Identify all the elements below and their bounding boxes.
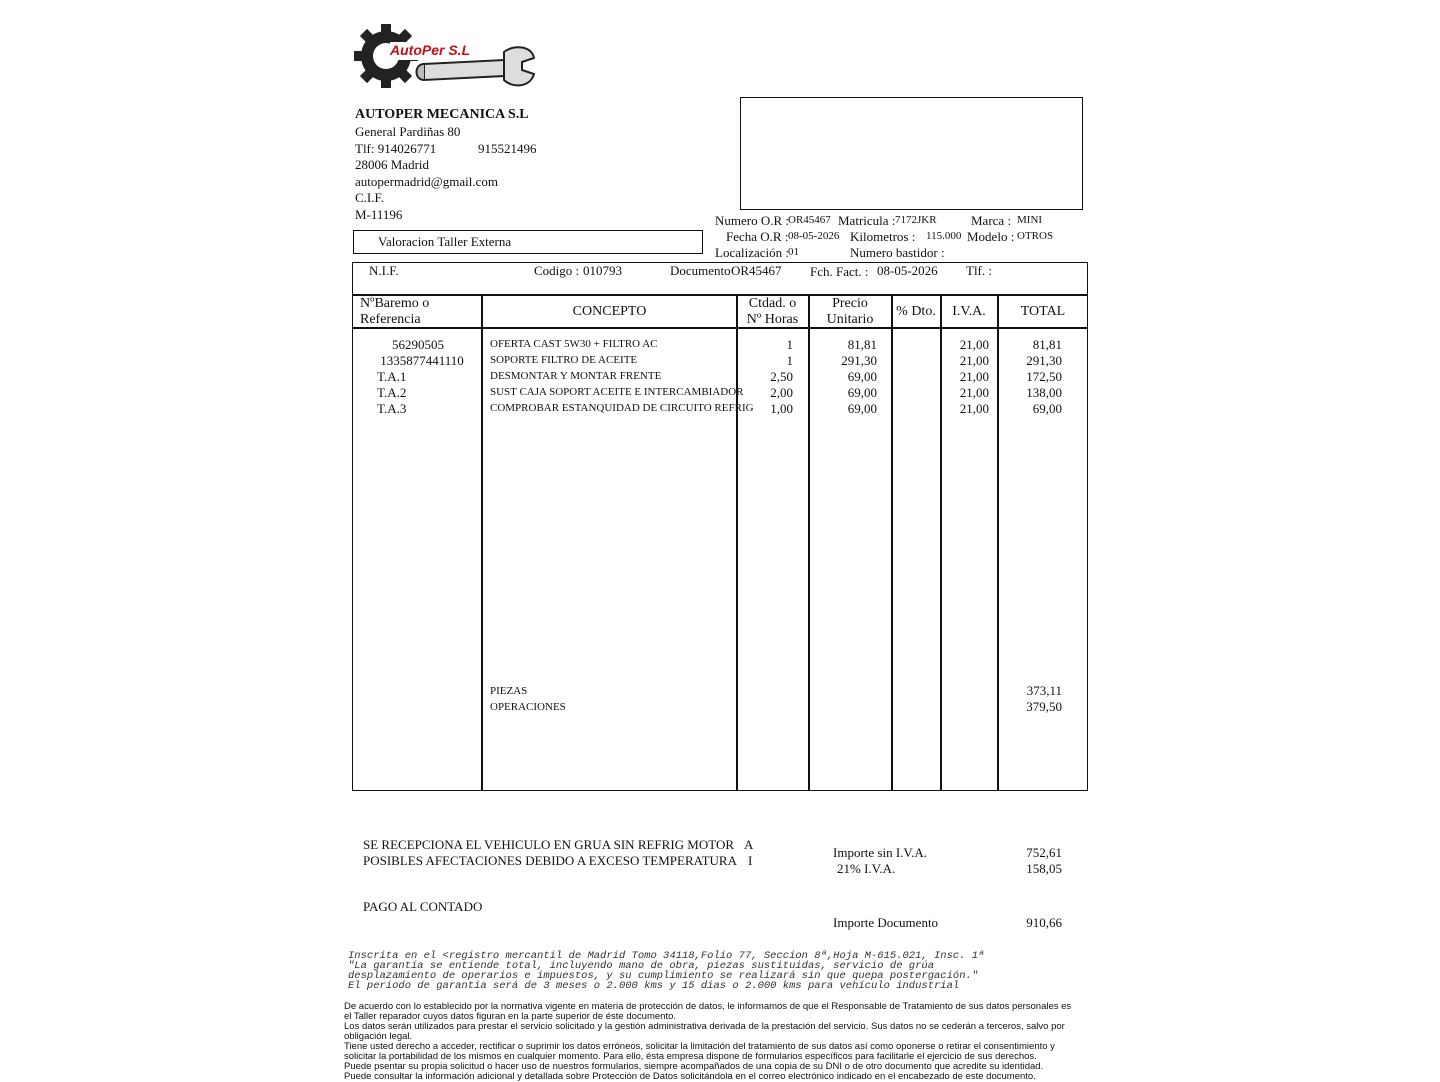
company-name: AUTOPER MECANICA S.L: [355, 107, 529, 122]
header-vat: I.V.A.: [952, 304, 986, 319]
base-label: Importe sin I.V.A.: [833, 845, 928, 860]
subtotal-labour-value: 379,50: [1026, 699, 1062, 714]
company-cif-label: C.I.F.: [355, 190, 384, 205]
location-value: 01: [788, 246, 799, 258]
row-concept: OFERTA CAST 5W30 + FILTRO AC: [490, 338, 658, 350]
row-price: 69,00: [847, 385, 877, 400]
row-ref: 1335877441110: [380, 353, 464, 368]
subtotal-labour-label: OPERACIONES: [490, 701, 566, 713]
document-total-label: Importe Documento: [833, 915, 939, 930]
header-quantity-line1: Ctdad. o: [748, 296, 797, 311]
payment-method: PAGO AL CONTADO: [363, 899, 483, 914]
row-ref: T.A.1: [377, 369, 407, 384]
header-quantity: [737, 296, 808, 328]
legal-sans-line: Los datos serán utilizados para prestar el servicio solicitado y la gestión administrativa derivada de la prestación del servicio. Sus datos no se cederán a terceros, salvo por: [344, 1021, 1065, 1032]
row-vat: 21,00: [959, 385, 989, 400]
company-logo: [354, 22, 539, 102]
row-qty: 2,00: [770, 385, 793, 400]
header-price: [809, 296, 891, 328]
row-vat: 21,00: [959, 369, 989, 384]
valoracion-label: Valoracion Taller Externa: [378, 234, 512, 249]
model-value: OTROS: [1017, 230, 1054, 242]
row-ref: 56290505: [392, 337, 444, 352]
order-number-label: Numero O.R :: [715, 213, 790, 228]
note-line1: SE RECEPCIONA EL VEHICULO EN GRUA SIN REFRIG MOTOR: [363, 837, 735, 852]
phone-label: Tlf. :: [966, 263, 992, 278]
row-ref: T.A.2: [377, 385, 407, 400]
row-ref: T.A.3: [377, 401, 407, 416]
vat-label: 21% I.V.A.: [837, 861, 896, 876]
legal-sans-line: Tiene usted derecho a acceder, rectificar o suprimir los datos erróneos, solicitar la limitación del tratamiento de sus datos así como oponerse o retirar el consentimiento y: [344, 1041, 1055, 1052]
plate-value: 7172JKR: [895, 214, 937, 226]
brand-value: MINI: [1017, 214, 1043, 226]
row-price: 69,00: [847, 369, 877, 384]
location-label: Localización :: [715, 245, 789, 260]
km-value: 115.000: [926, 230, 962, 242]
order-date-value: 08-05-2026: [788, 230, 840, 242]
row-price: 69,00: [847, 401, 877, 416]
row-vat: 21,00: [959, 353, 989, 368]
code-label: Codigo :: [534, 263, 580, 278]
row-total: 138,00: [1026, 385, 1062, 400]
km-label: Kilometros :: [850, 229, 916, 244]
row-qty: 1: [786, 337, 793, 352]
company-address: General Pardiñas 80: [355, 124, 461, 139]
row-qty: 1: [786, 353, 793, 368]
header-quantity-line2: Nº Horas: [746, 312, 799, 327]
legal-sans-line: obligación legal.: [344, 1031, 413, 1042]
note-line1-suffix: A: [744, 837, 754, 852]
vat-value: 158,05: [1026, 861, 1062, 876]
row-concept: DESMONTAR Y MONTAR FRENTE: [490, 370, 662, 382]
header-reference-line1: NºBaremo o: [360, 296, 430, 311]
note-line2: POSIBLES AFECTACIONES DEBIDO A EXCESO TEMPERATURA: [363, 853, 737, 868]
header-reference-line2: Referencia: [360, 312, 421, 327]
legal-mono-line: "La garantía se entiende total, incluyendo mano de obra, piezas sustituidas, servicio de grúa: [348, 960, 934, 972]
code-value: 010793: [583, 263, 622, 278]
legal-warranty: [348, 951, 984, 991]
order-number-value: OR45467: [788, 214, 831, 226]
row-total: 81,81: [1032, 337, 1062, 352]
company-city: 28006 Madrid: [355, 157, 430, 172]
header-price-line2: Unitario: [826, 312, 874, 327]
gear-wrench-icon: [354, 22, 539, 102]
subtotal-parts-value: 373,11: [1026, 683, 1062, 698]
document-total-value: 910,66: [1026, 915, 1062, 930]
document-value: OR45467: [731, 263, 782, 278]
row-concept: SOPORTE FILTRO DE ACEITE: [490, 354, 638, 366]
row-price: 81,81: [847, 337, 877, 352]
legal-sans-line: el Taller reparador cuyos datos figuran en la parte superior de éste documento.: [344, 1011, 676, 1022]
invoice-date-value: 08-05-2026: [877, 263, 938, 278]
row-total: 291,30: [1026, 353, 1062, 368]
legal-sans-line: solicitar la portabilidad de los mismos en cualquier momento. Para ello, ésta empresa dispone de formularios específicos para facilitarle el ejercicio de sus derechos.: [344, 1051, 1037, 1062]
row-total: 69,00: [1032, 401, 1062, 416]
row-total: 172,50: [1026, 369, 1062, 384]
row-concept: SUST CAJA SOPORT ACEITE E INTERCAMBIADOR: [490, 386, 744, 398]
company-phone: Tlf: 914026771: [355, 140, 437, 156]
header-price-line1: Precio: [832, 296, 868, 311]
valoracion-box: [353, 230, 703, 254]
chassis-label: Numero bastidor :: [850, 245, 945, 260]
header-total: TOTAL: [1020, 304, 1066, 319]
company-info: [355, 106, 537, 223]
header-discount: % Dto.: [896, 304, 936, 319]
company-email: autopermadrid@gmail.com: [355, 173, 499, 189]
plate-label: Matricula :: [838, 213, 896, 228]
legal-sans-line: Puede consultar la información adicional y detallada sobre Protección de Datos solicitándola en el correo electrónico indicado en el encabezado de este documento.: [344, 1071, 1036, 1082]
legal-mono-line: Inscrita en el <registro mercantil de Madrid Tomo 34118,Folio 77, Seccion 8ª,Hoja M-615.021, Insc. 1ª: [348, 950, 985, 962]
company-cif-value: M-11196: [355, 206, 403, 222]
header-concept: CONCEPTO: [572, 304, 647, 319]
invoice-date-label: Fch. Fact. :: [810, 264, 869, 279]
brand-label: Marca :: [971, 213, 1012, 228]
company-phone-line: [355, 140, 537, 158]
row-vat: 21,00: [959, 401, 989, 416]
row-vat: 21,00: [959, 337, 989, 352]
logo-brand-text: AutoPer S.L: [390, 42, 471, 58]
row-qty: 1,00: [770, 401, 793, 416]
note-line2-suffix: I: [748, 853, 753, 868]
legal-mono-line: desplazamiento de operarios e impuestos, y su cumplimiento se realizará sin que quepa postergación.": [348, 970, 979, 982]
base-value: 752,61: [1026, 845, 1062, 860]
subtotal-parts-label: PIEZAS: [490, 685, 528, 697]
row-concept: COMPROBAR ESTANQUIDAD DE CIRCUITO REFRIG: [490, 402, 754, 414]
row-price: 291,30: [841, 353, 877, 368]
legal-sans-line: De acuerdo con lo establecido por la normativa vigente en materia de protección de datos, le informamos de que el Responsable de Tratamiento de sus datos personales es: [344, 1001, 1072, 1012]
customer-address-box: [740, 97, 1083, 210]
model-label: Modelo :: [967, 229, 1015, 244]
nif-label: N.I.F.: [369, 263, 399, 278]
legal-data-protection: [344, 1002, 1071, 1082]
header-reference: [360, 296, 429, 328]
legal-mono-line: El periodo de garantia será de 3 meses o 2.000 kms y 15 dias o 2.000 kms para vehículo industrial: [348, 980, 960, 992]
document-label: Documento: [670, 263, 731, 278]
legal-sans-line: Puede psentar su propia solicitud o hacer uso de nuestros formularios, siempre acompañados de una copia de su DNI o de otro documento que acredite su identidad.: [344, 1061, 1044, 1072]
company-phone2: 915521496: [478, 140, 537, 156]
row-qty: 2,50: [770, 369, 793, 384]
order-date-label: Fecha O.R :: [726, 229, 789, 244]
